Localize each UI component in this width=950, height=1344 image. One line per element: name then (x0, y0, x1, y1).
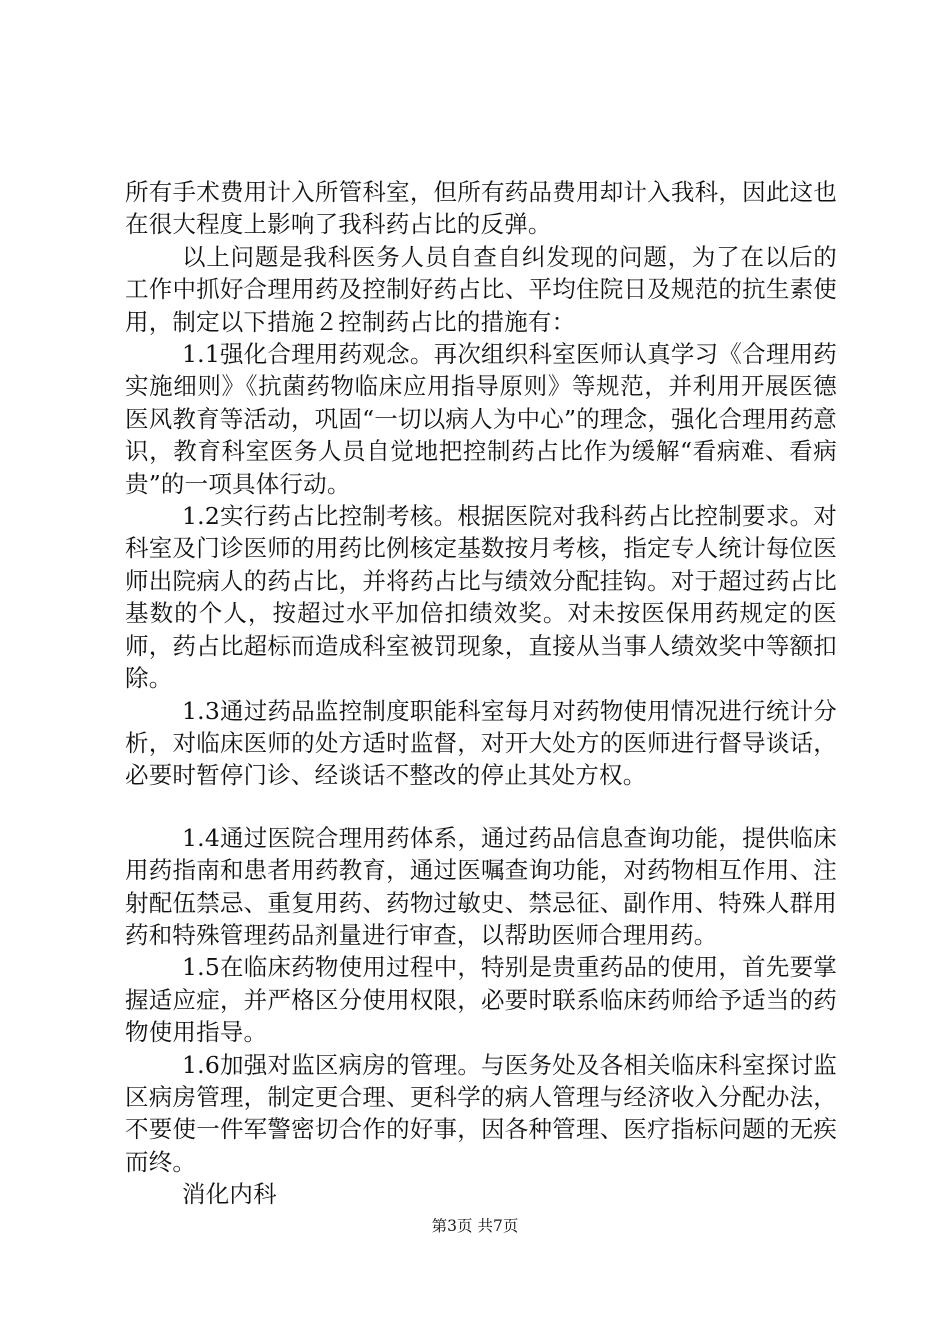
paragraph-1-4: 1.4通过医院合理用药体系，通过药品信息查询功能，提供临床用药指南和患者用药教育，通过医嘱查询功能，对药物相互作用、注射配伍禁忌、重复用药、药物过敏史、禁忌征、副作用、特殊人群用药和特殊管理药品剂量进行审查，以帮助医师合理用药。 (125, 823, 837, 949)
paragraph-continuation: 所有手术费用计入所管科室，但所有药品费用却计入我科，因此这也在很大程度上影响了我科药占比的反弹。 (125, 178, 837, 239)
paragraph-intro-measures: 以上问题是我科医务人员自查自纠发现的问题，为了在以后的工作中抓好合理用药及控制好药占比、平均住院日及规范的抗生素使用，制定以下措施２控制药占比的措施有： (125, 242, 837, 336)
department-signature: 消化内科 (182, 1180, 277, 1209)
document-body (125, 176, 837, 1211)
page-footer: 第3页 共7页 (431, 1217, 519, 1235)
paragraph-1-5: 1.5在临床药物使用过程中，特别是贵重药品的使用，首先要掌握适应症，并严格区分使用权限，必要时联系临床药师给予适当的药物使用指导。 (125, 953, 837, 1047)
paragraph-1-6: 1.6加强对监区病房的管理。与医务处及各相关临床科室探讨监区病房管理，制定更合理、更科学的病人管理与经济收入分配办法，不要使一件军警密切合作的好事，因各种管理、医疗指标问题的无疾而终。 (125, 1050, 837, 1176)
paragraph-1-2: 1.2实行药占比控制考核。根据医院对我科药占比控制要求。对科室及门诊医师的用药比例核定基数按月考核，指定专人统计每位医师出院病人的药占比，并将药占比与绩效分配挂钩。对于超过药占比基数的个人，按超过水平加倍扣绩效奖。对未按医保用药规定的医师，药占比超标而造成科室被罚现象，直接从当事人绩效奖中等额扣除。 (125, 502, 837, 693)
paragraph-1-1: 1.1强化合理用药观念。再次组织科室医师认真学习《合理用药实施细则》《抗菌药物临床应用指导原则》等规范，并利用开展医德医风教育等活动，巩固“一切以病人为中心”的理念，强化合理用药意识，教育科室医务人员自觉地把控制药占比作为缓解“看病难、看病贵”的一项具体行动。 (125, 340, 837, 498)
paragraph-1-3: 1.3通过药品监控制度职能科室每月对药物使用情况进行统计分析，对临床医师的处方适时监督，对开大处方的医师进行督导谈话，必要时暂停门诊、经谈话不整改的停止其处方权。 (125, 696, 837, 790)
